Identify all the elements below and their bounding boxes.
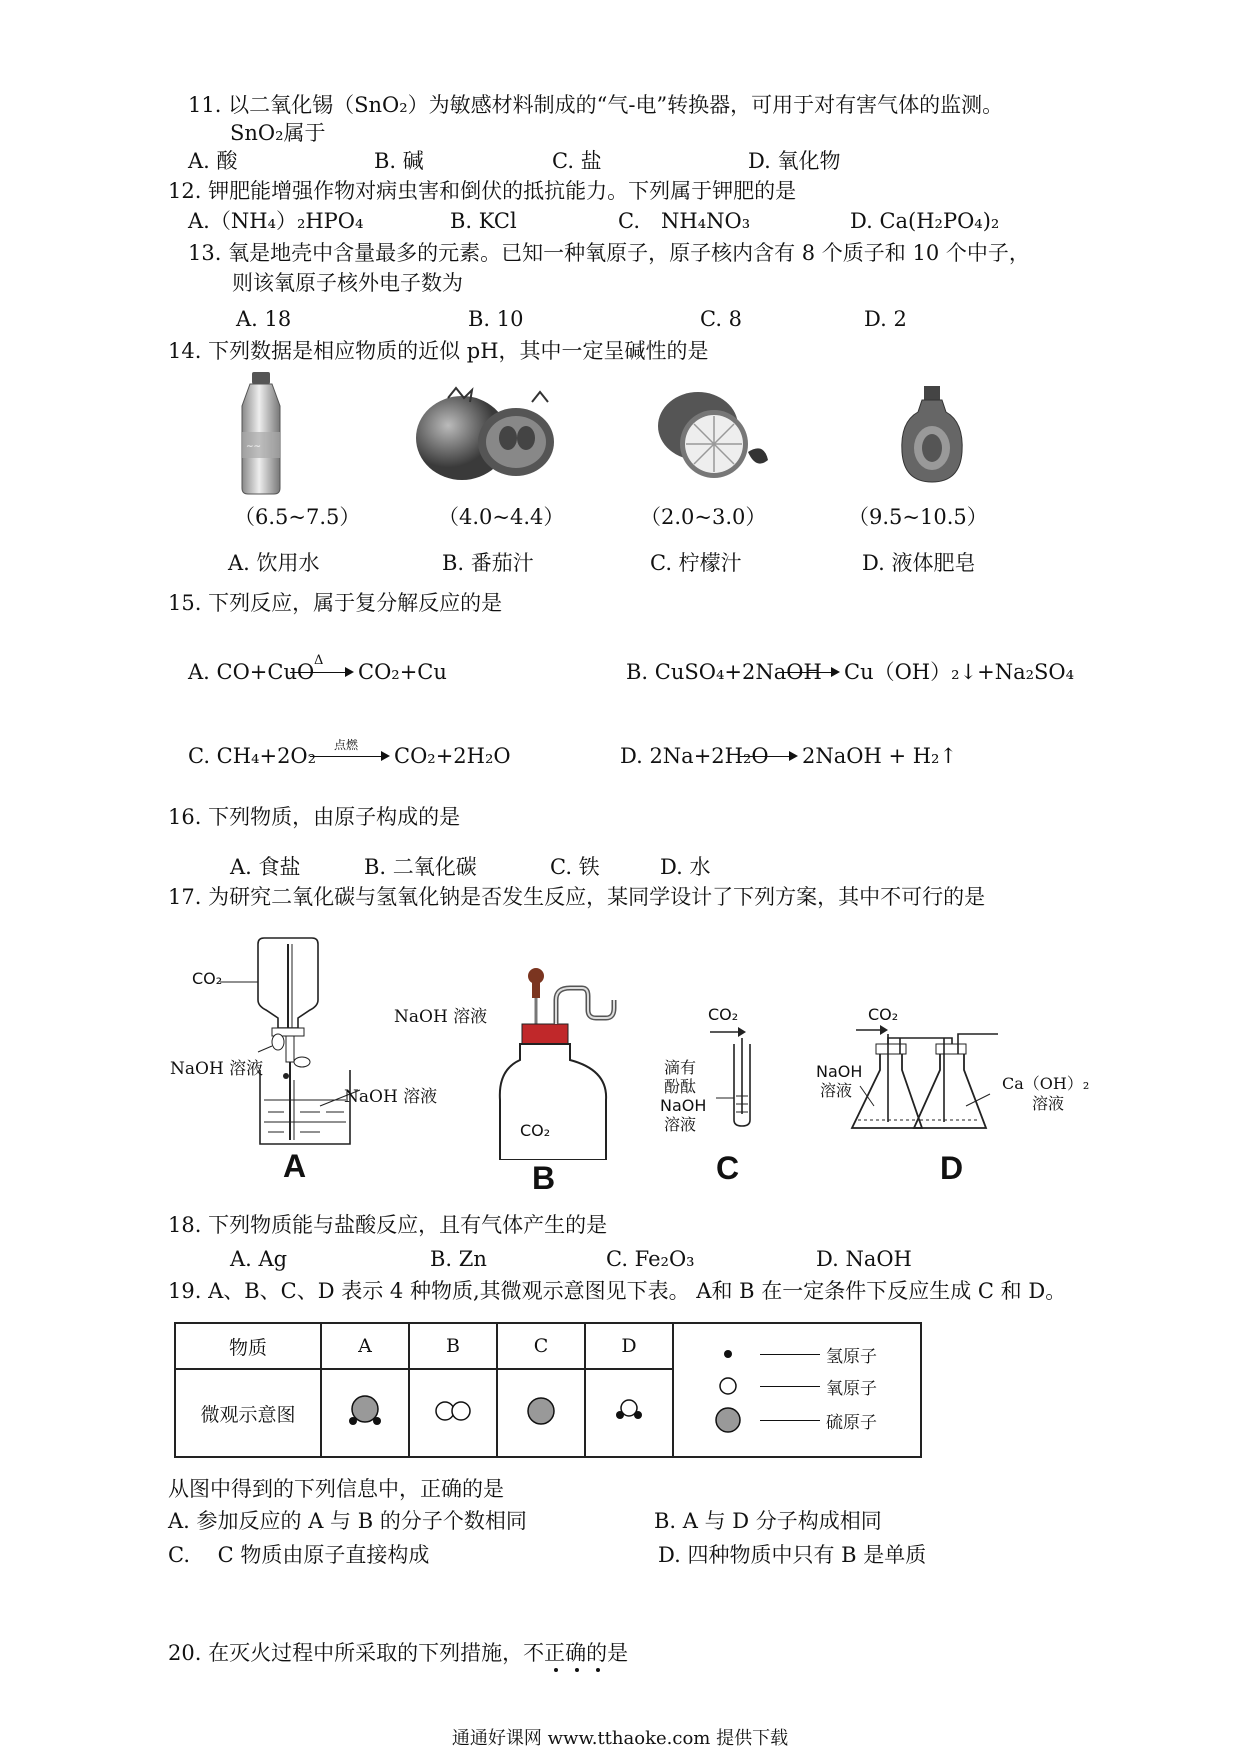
q19-option-b: B. A 与 D 分子构成相同 bbox=[654, 1509, 882, 1533]
q19-header-d: D bbox=[585, 1323, 673, 1369]
q12-stem: 12. 钾肥能增强作物对病虫害和倒伏的抵抗能力。下列属于钾肥的是 bbox=[168, 179, 797, 203]
q19-legend-line-s bbox=[760, 1420, 820, 1421]
q11-option-c: C. 盐 bbox=[552, 149, 602, 173]
q19-option-a: A. 参加反应的 A 与 B 的分子个数相同 bbox=[168, 1509, 527, 1533]
q20-stem: 20. 在灭火过程中所采取的下列措施，不正确的是 bbox=[168, 1641, 629, 1665]
figure-letter-a: A bbox=[283, 1148, 307, 1184]
h2s-molecule-icon bbox=[340, 1391, 390, 1431]
page-footer: 通通好课网 www.tthaoke.com 提供下载 bbox=[451, 1728, 789, 1749]
q11-option-a: A. 酸 bbox=[188, 149, 238, 173]
q17-c-co2-label: CO₂ bbox=[708, 1005, 739, 1024]
apparatus-b-diagram bbox=[498, 960, 628, 1160]
q15-a-reactants: A. CO+CuO bbox=[188, 660, 315, 684]
q17-c-label-line4: 溶液 bbox=[664, 1115, 697, 1134]
q15-d-reactants: D. 2Na+2H₂O bbox=[620, 744, 769, 768]
q15-a-arrow bbox=[290, 672, 352, 673]
q17-a-co2-label: CO₂ bbox=[192, 969, 223, 988]
q15-c-products: CO₂+2H₂O bbox=[394, 744, 511, 768]
q17-c-label-line1: 滴有 bbox=[664, 1058, 697, 1077]
q11-stem-line1: 11. 以二氧化锡（SnO₂）为敏感材料制成的“气-电”转换器，可用于对有害气体的监测。 bbox=[188, 93, 1004, 117]
q14-ph-c: （2.0~3.0） bbox=[640, 505, 767, 529]
q14-option-a: A. 饮用水 bbox=[228, 551, 320, 575]
soap-bottle-image bbox=[898, 382, 968, 486]
q19-legend-line-o bbox=[760, 1386, 820, 1387]
q19-legend-symbols bbox=[714, 1342, 764, 1452]
q13-option-a: A. 18 bbox=[236, 307, 292, 331]
q17-d-naoh-line1: NaOH bbox=[816, 1062, 863, 1081]
q19-header-c: C bbox=[497, 1323, 585, 1369]
sulfur-atom-icon bbox=[521, 1393, 561, 1429]
q13-option-b: B. 10 bbox=[468, 307, 524, 331]
q17-c-label-line3: NaOH bbox=[660, 1096, 707, 1115]
q15-c-arrow bbox=[310, 756, 388, 757]
apparatus-a-diagram bbox=[160, 930, 450, 1150]
q14-option-d: D. 液体肥皂 bbox=[862, 551, 976, 575]
q12-option-b: B. KCl bbox=[450, 209, 517, 233]
lemon-image bbox=[652, 382, 774, 482]
q13-stem-line1: 13. 氧是地壳中含量最多的元素。已知一种氧原子，原子核内含有 8 个质子和 10 个中子， bbox=[188, 241, 1030, 265]
q11-option-b: B. 碱 bbox=[374, 149, 424, 173]
q12-option-a: A.（NH₄）₂HPO₄ bbox=[188, 209, 364, 233]
q15-c-reactants: C. CH₄+2O₂ bbox=[188, 744, 317, 768]
q15-c-condition: 点燃 bbox=[334, 738, 359, 752]
q18-stem: 18. 下列物质能与盐酸反应，且有气体产生的是 bbox=[168, 1213, 608, 1237]
q19-legend-cell bbox=[673, 1323, 921, 1457]
q14-ph-d: （9.5~10.5） bbox=[848, 505, 988, 529]
q16-stem: 16. 下列物质，由原子构成的是 bbox=[168, 805, 461, 829]
q15-b-arrow bbox=[778, 672, 838, 673]
q18-option-a: A. Ag bbox=[230, 1247, 288, 1271]
emphasis-dot bbox=[596, 1668, 600, 1672]
emphasis-dot bbox=[575, 1668, 579, 1672]
q19-header-a: A bbox=[321, 1323, 409, 1369]
q14-ph-a: （6.5~7.5） bbox=[234, 505, 361, 529]
q17-stem: 17. 为研究二氧化碳与氢氧化钠是否发生反应，某同学设计了下列方案，其中不可行的是 bbox=[168, 885, 986, 909]
q19-diagram-c bbox=[497, 1369, 585, 1457]
q16-option-a: A. 食盐 bbox=[230, 855, 301, 879]
q17-c-label-line2: 酚酞 bbox=[664, 1077, 697, 1096]
q19-lead: 从图中得到的下列信息中，正确的是 bbox=[168, 1477, 504, 1501]
q17-d-co2-label: CO₂ bbox=[868, 1005, 899, 1024]
q17-b-naoh-label: NaOH 溶液 bbox=[394, 1007, 488, 1027]
q14-option-c: C. 柠檬汁 bbox=[650, 551, 742, 575]
emphasis-dot bbox=[554, 1668, 558, 1672]
q15-a-condition: Δ bbox=[314, 653, 324, 668]
q15-d-arrow bbox=[740, 756, 796, 757]
figure-letter-c: C bbox=[716, 1150, 740, 1186]
q11-option-d: D. 氧化物 bbox=[748, 149, 841, 173]
tomato-image bbox=[412, 384, 562, 484]
q11-stem-line2: SnO₂属于 bbox=[230, 121, 326, 145]
figure-letter-d: D bbox=[940, 1150, 964, 1186]
q12-option-c: C. NH₄NO₃ bbox=[618, 209, 751, 233]
q13-option-c: C. 8 bbox=[700, 307, 743, 331]
q18-option-c: C. Fe₂O₃ bbox=[606, 1247, 695, 1271]
q15-stem: 15. 下列反应，属于复分解反应的是 bbox=[168, 591, 503, 615]
q19-option-c: C. C 物质由原子直接构成 bbox=[168, 1543, 430, 1567]
q15-d-products: 2NaOH + H₂↑ bbox=[802, 744, 958, 768]
h2o-molecule-icon bbox=[609, 1393, 649, 1429]
q16-option-b: B. 二氧化碳 bbox=[364, 855, 477, 879]
apparatus-c-diagram bbox=[706, 1018, 776, 1128]
q13-option-d: D. 2 bbox=[864, 307, 907, 331]
q14-stem: 14. 下列数据是相应物质的近似 pH，其中一定呈碱性的是 bbox=[168, 339, 709, 363]
figure-letter-b: B bbox=[532, 1160, 556, 1196]
q17-d-naoh-line2: 溶液 bbox=[820, 1081, 853, 1100]
q18-option-d: D. NaOH bbox=[816, 1247, 912, 1271]
q16-option-c: C. 铁 bbox=[550, 855, 600, 879]
q14-ph-b: （4.0~4.4） bbox=[438, 505, 565, 529]
q19-legend-line-h bbox=[760, 1354, 820, 1355]
q19-diagram-d bbox=[585, 1369, 673, 1457]
q17-b-co2-label: CO₂ bbox=[520, 1121, 551, 1140]
q17-a-naoh-label: NaOH 溶液 bbox=[170, 1059, 264, 1079]
o2-molecule-icon bbox=[428, 1396, 478, 1426]
q19-header-substance: 物质 bbox=[175, 1323, 321, 1369]
svg-text:~~: ~~ bbox=[246, 442, 262, 452]
q12-option-d: D. Ca(H₂PO₄)₂ bbox=[850, 209, 1000, 233]
q17-a-beaker-label: NaOH 溶液 bbox=[344, 1087, 438, 1107]
q19-legend-hydrogen: 氢原子 bbox=[826, 1347, 877, 1367]
q19-stem: 19. A、B、C、D 表示 4 种物质,其微观示意图见下表。 A和 B 在一定条件下反应生成 C 和 D。 bbox=[168, 1279, 1067, 1303]
q19-row-label: 微观示意图 bbox=[175, 1369, 321, 1457]
q19-legend-sulfur: 硫原子 bbox=[826, 1413, 877, 1433]
q18-option-b: B. Zn bbox=[430, 1247, 487, 1271]
q13-stem-line2: 则该氧原子核外电子数为 bbox=[232, 271, 463, 295]
q19-diagram-a bbox=[321, 1369, 409, 1457]
q19-legend-oxygen: 氧原子 bbox=[826, 1379, 877, 1399]
q19-table bbox=[174, 1322, 922, 1458]
water-bottle-image bbox=[232, 370, 292, 496]
q19-diagram-b bbox=[409, 1369, 497, 1457]
q15-b-products: Cu（OH）₂↓+Na₂SO₄ bbox=[844, 660, 1075, 684]
q19-option-d: D. 四种物质中只有 B 是单质 bbox=[658, 1543, 927, 1567]
q17-d-caoh-line2: 溶液 bbox=[1032, 1094, 1065, 1113]
q15-b-reactants: B. CuSO₄+2NaOH bbox=[626, 660, 822, 684]
q16-option-d: D. 水 bbox=[660, 855, 711, 879]
q17-d-caoh-line1: Ca（OH）₂ bbox=[1002, 1074, 1090, 1093]
q15-a-products: CO₂+Cu bbox=[358, 660, 447, 684]
q19-header-b: B bbox=[409, 1323, 497, 1369]
q14-option-b: B. 番茄汁 bbox=[442, 551, 534, 575]
